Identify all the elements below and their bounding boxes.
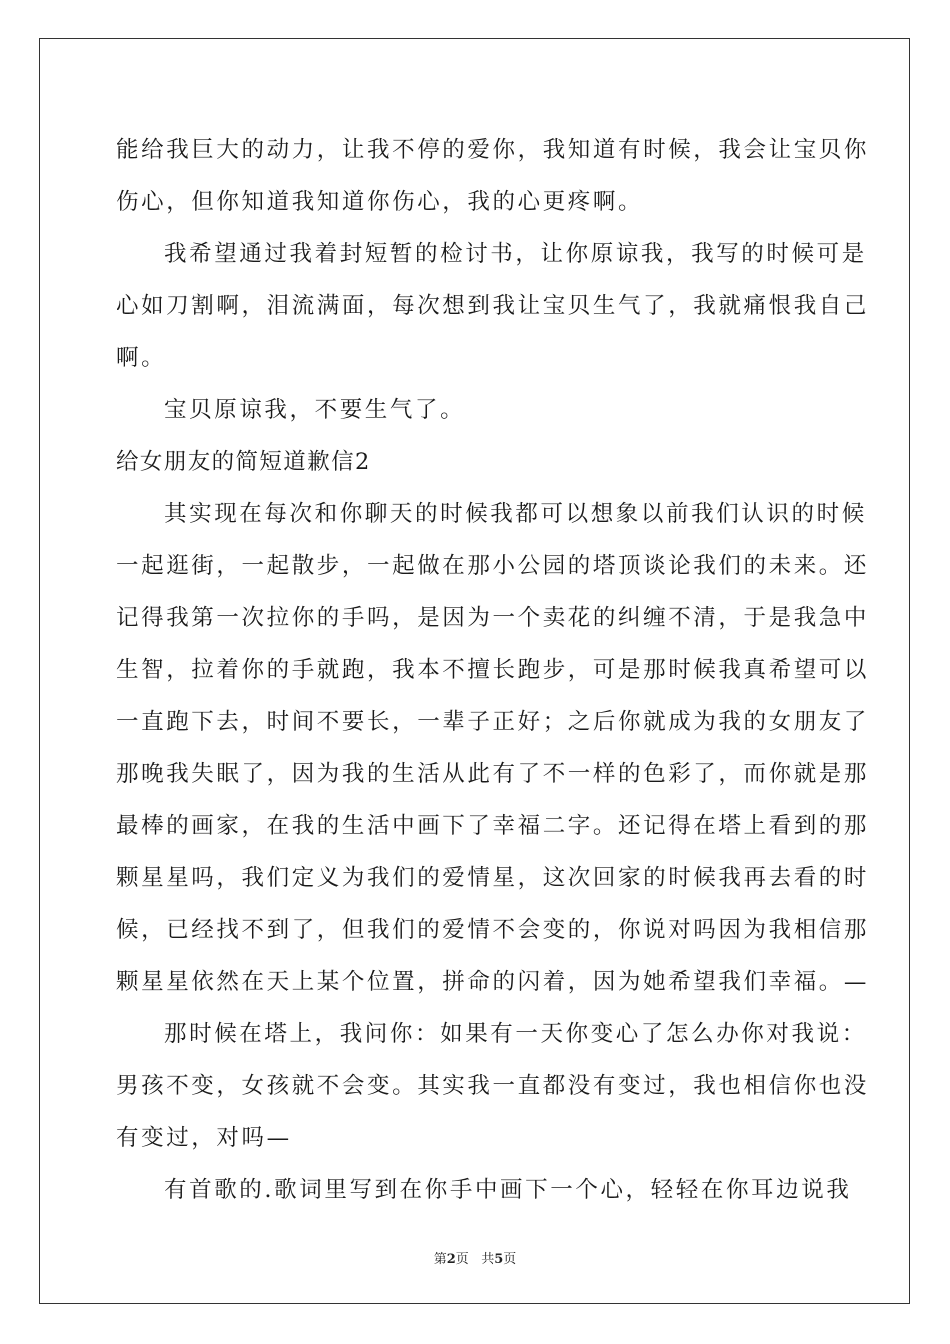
text-line: 那晚我失眠了，因为我的生活从此有了不一样的色彩了，而你就是那 (116, 761, 870, 787)
text-line: 一直跑下去，时间不要长，一辈子正好；之后你就成为我的女朋友了 (116, 709, 870, 735)
text-line: 有变过，对吗— (116, 1125, 292, 1151)
page-current: 2 (446, 1252, 456, 1267)
page-footer (0, 1248, 950, 1267)
text-line: 生智，拉着你的手就跑，我本不擅长跑步，可是那时候我真希望可以 (116, 657, 870, 683)
text-line: 男孩不变，女孩就不会变。其实我一直都没有变过，我也相信你也没 (116, 1073, 870, 1099)
paragraph-start: 其实现在每次和你聊天的时候我都可以想象以前我们认识的时候 (164, 501, 867, 527)
text-line: 记得我第一次拉你的手吗，是因为一个卖花的纠缠不清，于是我急中 (116, 605, 870, 631)
paragraph-start: 那时候在塔上，我问你：如果有一天你变心了怎么办你对我说： (164, 1021, 867, 1047)
paragraph-start: 有首歌的.歌词里写到在你手中画下一个心，轻轻在你耳边说我 (164, 1177, 852, 1203)
paragraph-start: 宝贝原谅我，不要生气了。 (164, 397, 466, 423)
page-total: 5 (494, 1252, 504, 1267)
total-unit: 页 (503, 1252, 517, 1267)
text-line: 能给我巨大的动力，让我不停的爱你，我知道有时候，我会让宝贝你 (116, 137, 870, 163)
text-line: 颗星星吗，我们定义为我们的爱情星，这次回家的时候我再去看的时 (116, 865, 870, 891)
page-prefix: 第 (433, 1252, 447, 1267)
text-line: 心如刀割啊，泪流满面，每次想到我让宝贝生气了，我就痛恨我自己 (116, 293, 870, 319)
text-line: 啊。 (116, 345, 167, 371)
page-unit: 页 (455, 1252, 469, 1267)
text-line: 最棒的画家，在我的生活中画下了幸福二字。还记得在塔上看到的那 (116, 813, 870, 839)
text-line: 伤心，但你知道我知道你伤心，我的心更疼啊。 (116, 189, 644, 215)
paragraph-start: 我希望通过我着封短暂的检讨书，让你原谅我，我写的时候可是 (164, 241, 867, 267)
document-body (116, 127, 870, 1219)
text-line: 候，已经找不到了，但我们的爱情不会变的，你说对吗因为我相信那 (116, 917, 870, 943)
text-line: 颗星星依然在天上某个位置，拼命的闪着，因为她希望我们幸福。— (116, 969, 870, 995)
section-heading: 给女朋友的简短道歉信2 (116, 449, 371, 475)
total-prefix: 共 (481, 1252, 495, 1267)
text-line: 一起逛街，一起散步，一起做在那小公园的塔顶谈论我们的未来。还 (116, 553, 870, 579)
